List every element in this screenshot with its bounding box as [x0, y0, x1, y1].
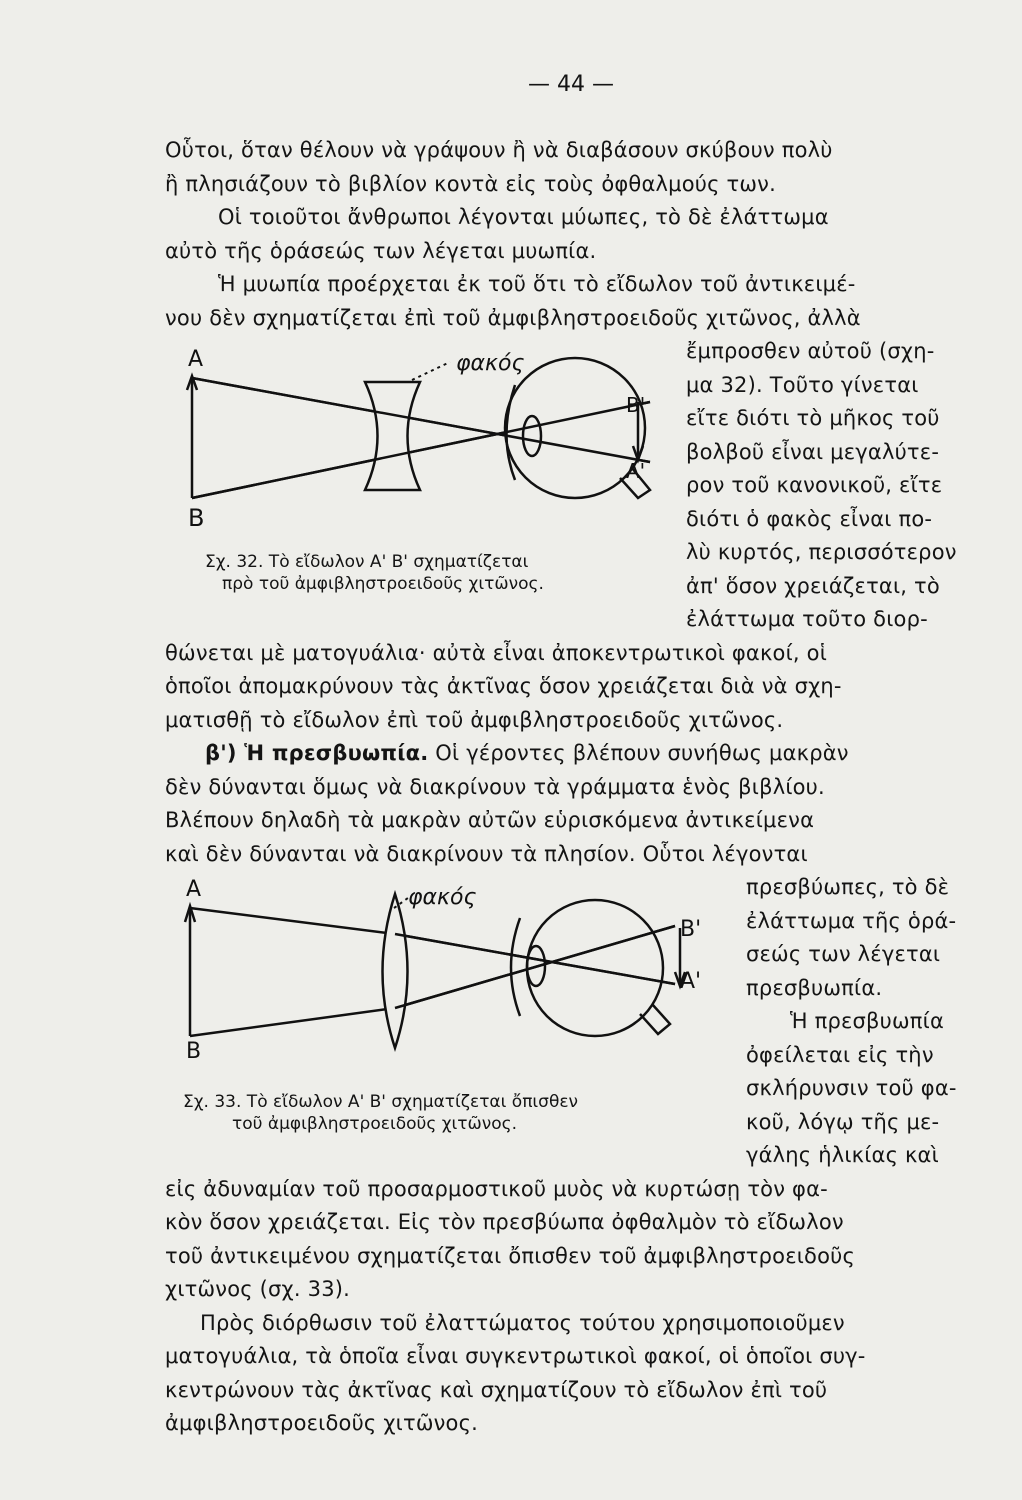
- figure-label: A: [186, 877, 202, 902]
- side-text-line: Ἡ πρεσβυωπία: [790, 1009, 944, 1033]
- section-text: Οἱ γέροντες βλέπουν συνήθως μακρὰν: [428, 741, 849, 765]
- figure-caption: Σχ. 33. Τὸ εἴδωλον Α' Β' σχηματίζεται ὄπισθεν: [183, 1092, 579, 1112]
- text-line: Βλέπουν δηλαδὴ τὰ μακρὰν αὐτῶν εὑρισκόμενα ἀντικείμενα: [165, 808, 815, 832]
- lens-label: φακός: [456, 351, 525, 376]
- optic-nerve-shape: [640, 1004, 670, 1034]
- side-text-line: βολβοῦ εἶναι μεγαλύτε-: [686, 440, 940, 464]
- text-line: Οἱ τοιοῦτοι ἄνθρωποι λέγονται μύωπες, τὸ δὲ ἐλάττωμα: [218, 205, 829, 229]
- figure-label: A': [680, 969, 702, 994]
- side-text-line: μα 32). Τοῦτο γίνεται: [686, 373, 919, 397]
- concave-lens-shape: [365, 382, 420, 490]
- section-heading: β') Ἡ πρεσβυωπία.: [205, 741, 429, 765]
- figure-caption: πρὸ τοῦ ἀμφιβληστροειδοῦς χιτῶνος.: [222, 574, 544, 594]
- convex-lens-shape: [383, 894, 408, 1048]
- text-line: Πρὸς διόρθωσιν τοῦ ἐλαττώματος τούτου χρησιμοποιοῦμεν: [200, 1311, 845, 1335]
- text-line: εἰς ἀδυναμίαν τοῦ προσαρμοστικοῦ μυὸς νὰ κυρτώσῃ τὸν φα-: [165, 1177, 828, 1201]
- side-text-line: πρεσβύωπες, τὸ δὲ: [746, 875, 950, 899]
- text-line: ὁποῖοι ἀπομακρύνουν τὰς ἀκτῖνας ὅσον χρειάζεται διὰ νὰ σχη-: [165, 674, 842, 698]
- text-line: αὐτὸ τῆς ὁράσεώς των λέγεται μυωπία.: [165, 239, 597, 263]
- text-line: καὶ δὲν δύνανται νὰ διακρίνουν τὰ πλησίον. Οὗτοι λέγονται: [165, 842, 808, 866]
- lens-label: φακός: [408, 885, 477, 910]
- side-text-line: ὀφείλεται εἰς τὴν: [746, 1043, 934, 1067]
- text-line: νου δὲν σχηματίζεται ἐπὶ τοῦ ἀμφιβληστροειδοῦς χιτῶνος, ἀλλὰ: [165, 306, 861, 330]
- figure-label: B: [188, 504, 205, 532]
- figure-caption: τοῦ ἀμφιβληστροειδοῦς χιτῶνος.: [232, 1114, 518, 1134]
- text-line: ματογυάλια, τὰ ὁποῖα εἶναι συγκεντρωτικοὶ φακοί, οἱ ὁποῖοι συγ-: [165, 1344, 866, 1368]
- text-line: δὲν δύνανται ὅμως νὰ διακρίνουν τὰ γράμματα ἑνὸς βιβλίου.: [165, 775, 825, 799]
- side-text-line: πρεσβυωπία.: [746, 976, 883, 1000]
- text-line: θώνεται μὲ ματογυάλια· αὐτὰ εἶναι ἀποκεντρωτικοὶ φακοί, οἱ: [165, 641, 828, 665]
- side-text-line: λὺ κυρτός, περισσότερον: [686, 540, 957, 564]
- side-text-line: ρον τοῦ κανονικοῦ, εἴτε: [686, 473, 943, 497]
- side-text-line: διότι ὁ φακὸς εἶναι πο-: [686, 507, 933, 531]
- text-line: ἢ πλησιάζουν τὸ βιβλίον κοντὰ εἰς τοὺς ὀφθαλμούς των.: [165, 172, 776, 196]
- page-number: — 44 —: [528, 72, 614, 97]
- figure-label: A: [188, 347, 204, 372]
- cornea-shape: [511, 918, 520, 1016]
- text-line: Ἡ μυωπία προέρχεται ἐκ τοῦ ὅτι τὸ εἴδωλον τοῦ ἀντικειμέ-: [218, 272, 856, 296]
- figure-label: B': [680, 917, 702, 942]
- side-text-line: εἴτε διότι τὸ μῆκος τοῦ: [686, 406, 940, 430]
- lens-pointer-line: [412, 362, 450, 380]
- text-line: τοῦ ἀντικειμένου σχηματίζεται ὄπισθεν τοῦ ἀμφιβληστροειδοῦς: [165, 1244, 856, 1268]
- figure-32-myopia-diagram: [180, 340, 680, 540]
- side-text-line: γάλης ἡλικίας καὶ: [746, 1143, 939, 1167]
- text-line: χιτῶνος (σχ. 33).: [165, 1277, 351, 1301]
- side-text-line: κοῦ, λόγῳ τῆς με-: [746, 1110, 940, 1134]
- ray-line: [190, 1008, 395, 1036]
- text-line: ματισθῇ τὸ εἴδωλον ἐπὶ τοῦ ἀμφιβληστροειδοῦς χιτῶνος.: [165, 708, 784, 732]
- figure-label: B: [186, 1039, 202, 1064]
- figure-caption: Σχ. 32. Τὸ εἴδωλον Α' Β' σχηματίζεται: [205, 552, 529, 572]
- figure-label: A': [626, 459, 646, 483]
- figure-label: B': [626, 393, 646, 417]
- text-line: κεντρώνουν τὰς ἀκτῖνας καὶ σχηματίζουν τὸ εἴδωλον ἐπὶ τοῦ: [165, 1378, 828, 1402]
- text-line: ἀμφιβληστροειδοῦς χιτῶνος.: [165, 1411, 478, 1435]
- side-text-line: ἀπ' ὅσον χρειάζεται, τὸ: [686, 574, 940, 598]
- ray-line: [190, 908, 395, 934]
- text-line: κὸν ὅσον χρειάζεται. Εἰς τὸν πρεσβύωπα ὀφθαλμὸν τὸ εἴδωλον: [165, 1210, 844, 1234]
- side-text-line: ἐλάττωμα τῆς ὁρά-: [746, 909, 957, 933]
- text-line: Οὗτοι, ὅταν θέλουν νὰ γράψουν ἢ νὰ διαβάσουν σκύβουν πολὺ: [165, 138, 833, 162]
- side-text-line: ἐλάττωμα τοῦτο διορ-: [686, 607, 928, 631]
- figure-33-presbyopia-diagram: [180, 876, 720, 1076]
- side-text-line: σεώς των λέγεται: [746, 942, 941, 966]
- section-heading-line: [205, 740, 849, 766]
- side-text-line: σκλήρυνσιν τοῦ φα-: [746, 1076, 957, 1100]
- side-text-line: ἔμπροσθεν αὐτοῦ (σχη-: [686, 339, 935, 363]
